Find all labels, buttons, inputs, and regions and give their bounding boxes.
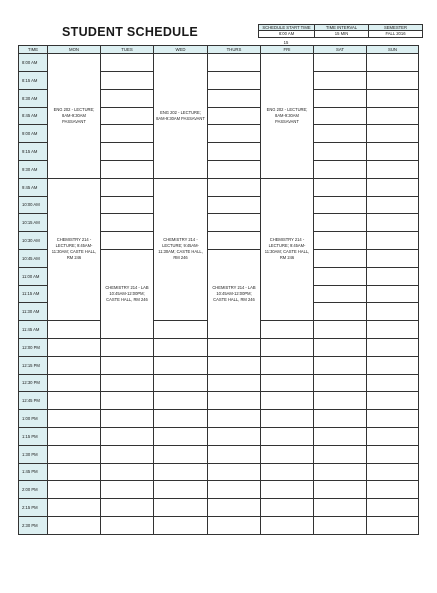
schedule-cell[interactable] [314, 445, 367, 463]
schedule-cell[interactable] [154, 410, 208, 428]
schedule-cell[interactable] [367, 249, 419, 267]
schedule-cell[interactable] [154, 374, 208, 392]
schedule-cell[interactable] [314, 89, 367, 107]
schedule-cell[interactable] [101, 516, 154, 534]
schedule-cell[interactable] [314, 374, 367, 392]
time-label: 12:45 PM [19, 392, 48, 410]
schedule-cell[interactable] [261, 499, 314, 517]
class-block-mon[interactable]: CHEMISTRY 214 - LECTURE; 9:45AM-11:30AM; CASTE HALL, RM 246 [48, 178, 101, 320]
schedule-cell[interactable] [367, 499, 419, 517]
start-time-value[interactable]: 8:00 AM [259, 31, 315, 37]
schedule-cell[interactable] [314, 499, 367, 517]
time-label: 2:15 PM [19, 499, 48, 517]
schedule-cell[interactable] [367, 143, 419, 161]
schedule-cell[interactable] [261, 374, 314, 392]
schedule-cell[interactable] [208, 232, 261, 250]
schedule-cell[interactable] [208, 214, 261, 232]
schedule-cell[interactable] [261, 516, 314, 534]
time-label: 12:15 PM [19, 356, 48, 374]
schedule-cell[interactable] [101, 374, 154, 392]
time-label: 1:15 PM [19, 427, 48, 445]
schedule-cell[interactable] [314, 516, 367, 534]
time-label: 10:15 AM [19, 214, 48, 232]
schedule-cell[interactable] [208, 516, 261, 534]
time-label: 9:45 AM [19, 178, 48, 196]
schedule-cell[interactable] [154, 392, 208, 410]
schedule-cell[interactable] [367, 392, 419, 410]
schedule-cell[interactable] [48, 410, 101, 428]
schedule-cell[interactable] [261, 445, 314, 463]
schedule-cell[interactable] [261, 321, 314, 339]
schedule-cell[interactable] [208, 392, 261, 410]
time-slot-row [19, 516, 419, 534]
day-header-tues: TUES [101, 46, 154, 54]
semester-value[interactable]: FALL 2016 [369, 31, 423, 37]
time-label: 10:30 AM [19, 232, 48, 250]
time-interval-header: TIME INTERVAL [315, 25, 369, 31]
schedule-cell[interactable] [367, 445, 419, 463]
schedule-cell[interactable] [208, 481, 261, 499]
schedule-settings-table [258, 24, 423, 38]
schedule-cell[interactable] [367, 463, 419, 481]
schedule-cell[interactable] [314, 107, 367, 125]
schedule-cell[interactable] [367, 160, 419, 178]
time-label: 10:45 AM [19, 249, 48, 267]
time-label: 9:30 AM [19, 160, 48, 178]
day-header-sun: SUN [367, 46, 419, 54]
schedule-cell[interactable] [208, 374, 261, 392]
schedule-cell[interactable] [314, 285, 367, 303]
day-header-row [19, 46, 419, 54]
class-block-wed[interactable]: ENG 202 - LECTURE; 8AM-9:30AM PASSAVANT [154, 54, 208, 179]
schedule-cell[interactable] [314, 160, 367, 178]
schedule-cell[interactable] [48, 427, 101, 445]
schedule-cell[interactable] [367, 374, 419, 392]
time-slot-row [19, 463, 419, 481]
day-header-thurs: THURS [208, 46, 261, 54]
schedule-cell[interactable] [101, 392, 154, 410]
time-label: 11:30 AM [19, 303, 48, 321]
schedule-cell[interactable] [208, 463, 261, 481]
schedule-cell[interactable] [314, 321, 367, 339]
schedule-cell[interactable] [48, 516, 101, 534]
time-slot-row [19, 338, 419, 356]
schedule-cell[interactable] [101, 427, 154, 445]
time-label: 11:00 AM [19, 267, 48, 285]
schedule-cell[interactable] [101, 214, 154, 232]
interval-minutes-note: 15 [283, 40, 289, 45]
time-label: 8:15 AM [19, 71, 48, 89]
schedule-cell[interactable] [101, 143, 154, 161]
schedule-cell[interactable] [314, 410, 367, 428]
class-block-tues[interactable]: CHEMISTRY 214 - LAB 10:45AM-12:00PM; CASTE HALL, RM 246 [101, 249, 154, 338]
schedule-cell[interactable] [314, 303, 367, 321]
time-label: 12:00 PM [19, 338, 48, 356]
schedule-cell[interactable] [367, 338, 419, 356]
schedule-cell[interactable] [314, 125, 367, 143]
schedule-cell[interactable] [367, 196, 419, 214]
schedule-cell[interactable] [261, 481, 314, 499]
schedule-cell[interactable] [208, 178, 261, 196]
schedule-cell[interactable] [101, 160, 154, 178]
schedule-cell[interactable] [48, 463, 101, 481]
schedule-cell[interactable] [261, 410, 314, 428]
schedule-cell[interactable] [367, 107, 419, 125]
schedule-cell[interactable] [101, 338, 154, 356]
schedule-cell[interactable] [101, 89, 154, 107]
time-slot-row [19, 427, 419, 445]
time-label: 9:00 AM [19, 125, 48, 143]
schedule-cell[interactable] [208, 107, 261, 125]
time-label: 2:30 PM [19, 516, 48, 534]
schedule-cell[interactable] [261, 392, 314, 410]
schedule-cell[interactable] [367, 232, 419, 250]
schedule-cell[interactable] [314, 196, 367, 214]
schedule-cell[interactable] [154, 321, 208, 339]
time-slot-row [19, 356, 419, 374]
time-label: 8:30 AM [19, 89, 48, 107]
schedule-cell[interactable] [48, 356, 101, 374]
day-header-mon: MON [48, 46, 101, 54]
schedule-cell[interactable] [261, 356, 314, 374]
time-label: 11:15 AM [19, 285, 48, 303]
schedule-cell[interactable] [367, 321, 419, 339]
schedule-cell[interactable] [154, 338, 208, 356]
schedule-cell[interactable] [261, 338, 314, 356]
time-slot-row [19, 445, 419, 463]
schedule-cell[interactable] [48, 321, 101, 339]
schedule-cell[interactable] [101, 71, 154, 89]
schedule-cell[interactable] [367, 89, 419, 107]
schedule-cell[interactable] [101, 107, 154, 125]
schedule-cell[interactable] [154, 516, 208, 534]
time-slot-row [19, 499, 419, 517]
page-title: STUDENT SCHEDULE [62, 25, 199, 39]
time-slot-row [19, 481, 419, 499]
schedule-cell[interactable] [314, 232, 367, 250]
schedule-cell[interactable] [154, 445, 208, 463]
schedule-cell[interactable] [367, 267, 419, 285]
time-slot-row [19, 392, 419, 410]
schedule-cell[interactable] [101, 463, 154, 481]
schedule-cell[interactable] [48, 445, 101, 463]
schedule-cell[interactable] [48, 499, 101, 517]
schedule-cell[interactable] [154, 356, 208, 374]
schedule-cell[interactable] [101, 499, 154, 517]
time-label: 1:00 PM [19, 410, 48, 428]
schedule-cell[interactable] [314, 481, 367, 499]
start-time-header: SCHEDULE START TIME [259, 25, 315, 31]
schedule-cell[interactable] [101, 196, 154, 214]
time-slot-row [19, 374, 419, 392]
schedule-cell[interactable] [314, 392, 367, 410]
schedule-cell[interactable] [314, 356, 367, 374]
day-header-sat: SAT [314, 46, 367, 54]
schedule-cell[interactable] [48, 392, 101, 410]
class-block-wed[interactable]: CHEMISTRY 214 - LECTURE; 9:45AM-11:30AM; CASTE HALL, RM 246 [154, 178, 208, 320]
schedule-cell[interactable] [367, 178, 419, 196]
time-interval-value[interactable]: 15 MIN [315, 31, 369, 37]
schedule-cell[interactable] [314, 71, 367, 89]
time-label: 1:45 PM [19, 463, 48, 481]
schedule-cell[interactable] [367, 125, 419, 143]
schedule-cell[interactable] [208, 499, 261, 517]
schedule-cell[interactable] [101, 356, 154, 374]
schedule-cell[interactable] [314, 178, 367, 196]
schedule-cell[interactable] [154, 463, 208, 481]
schedule-cell[interactable] [261, 463, 314, 481]
time-label: 12:30 PM [19, 374, 48, 392]
time-slot-row [19, 410, 419, 428]
schedule-cell[interactable] [208, 125, 261, 143]
time-slot-row [19, 54, 419, 72]
day-header-wed: WED [154, 46, 208, 54]
schedule-cell[interactable] [314, 427, 367, 445]
schedule-cell[interactable] [367, 71, 419, 89]
schedule-cell[interactable] [208, 89, 261, 107]
schedule-cell[interactable] [314, 267, 367, 285]
schedule-cell[interactable] [314, 338, 367, 356]
schedule-cell[interactable] [367, 481, 419, 499]
schedule-cell[interactable] [208, 445, 261, 463]
time-column-header: TIME [19, 46, 48, 54]
time-label: 9:15 AM [19, 143, 48, 161]
schedule-cell[interactable] [367, 356, 419, 374]
schedule-cell[interactable] [48, 481, 101, 499]
semester-header: SEMESTER [369, 25, 423, 31]
schedule-cell[interactable] [367, 285, 419, 303]
time-label: 10:00 AM [19, 196, 48, 214]
schedule-cell[interactable] [101, 445, 154, 463]
schedule-cell[interactable] [101, 54, 154, 72]
schedule-cell[interactable] [367, 427, 419, 445]
time-label: 8:00 AM [19, 54, 48, 72]
schedule-cell[interactable] [208, 196, 261, 214]
schedule-cell[interactable] [208, 427, 261, 445]
schedule-cell[interactable] [208, 71, 261, 89]
day-header-fri: FRI [261, 46, 314, 54]
schedule-cell[interactable] [367, 54, 419, 72]
time-label: 2:00 PM [19, 481, 48, 499]
schedule-cell[interactable] [314, 214, 367, 232]
time-label: 8:45 AM [19, 107, 48, 125]
class-block-mon[interactable]: ENG 202 - LECTURE; 8AM-9:30AM PASSAVANT [48, 54, 101, 179]
schedule-cell[interactable] [208, 160, 261, 178]
schedule-cell[interactable] [154, 481, 208, 499]
schedule-cell[interactable] [261, 427, 314, 445]
schedule-cell[interactable] [48, 338, 101, 356]
schedule-cell[interactable] [101, 125, 154, 143]
schedule-cell[interactable] [367, 516, 419, 534]
schedule-cell[interactable] [154, 427, 208, 445]
schedule-cell[interactable] [314, 249, 367, 267]
schedule-cell[interactable] [367, 303, 419, 321]
schedule-cell[interactable] [208, 356, 261, 374]
schedule-cell[interactable] [208, 143, 261, 161]
schedule-cell[interactable] [101, 410, 154, 428]
class-block-fri[interactable]: CHEMISTRY 214 - LECTURE; 9:45AM-11:30AM; CASTE HALL, RM 246 [261, 178, 314, 320]
schedule-cell[interactable] [314, 143, 367, 161]
schedule-cell[interactable] [208, 410, 261, 428]
class-block-thurs[interactable]: CHEMISTRY 214 - LAB 10:45AM-12:00PM; CASTE HALL, RM 246 [208, 249, 261, 338]
class-block-fri[interactable]: ENG 202 - LECTURE; 8AM-9:30AM PASSAVANT [261, 54, 314, 179]
schedule-cell[interactable] [208, 338, 261, 356]
schedule-cell[interactable] [101, 232, 154, 250]
time-label: 1:30 PM [19, 445, 48, 463]
schedule-cell[interactable] [314, 54, 367, 72]
schedule-cell[interactable] [101, 178, 154, 196]
schedule-cell[interactable] [314, 463, 367, 481]
schedule-cell[interactable] [154, 499, 208, 517]
time-label: 11:45 AM [19, 321, 48, 339]
schedule-cell[interactable] [208, 54, 261, 72]
schedule-cell[interactable] [48, 374, 101, 392]
schedule-cell[interactable] [101, 481, 154, 499]
time-slot-row [19, 178, 419, 196]
schedule-grid [18, 45, 419, 535]
schedule-cell[interactable] [367, 410, 419, 428]
schedule-cell[interactable] [367, 214, 419, 232]
